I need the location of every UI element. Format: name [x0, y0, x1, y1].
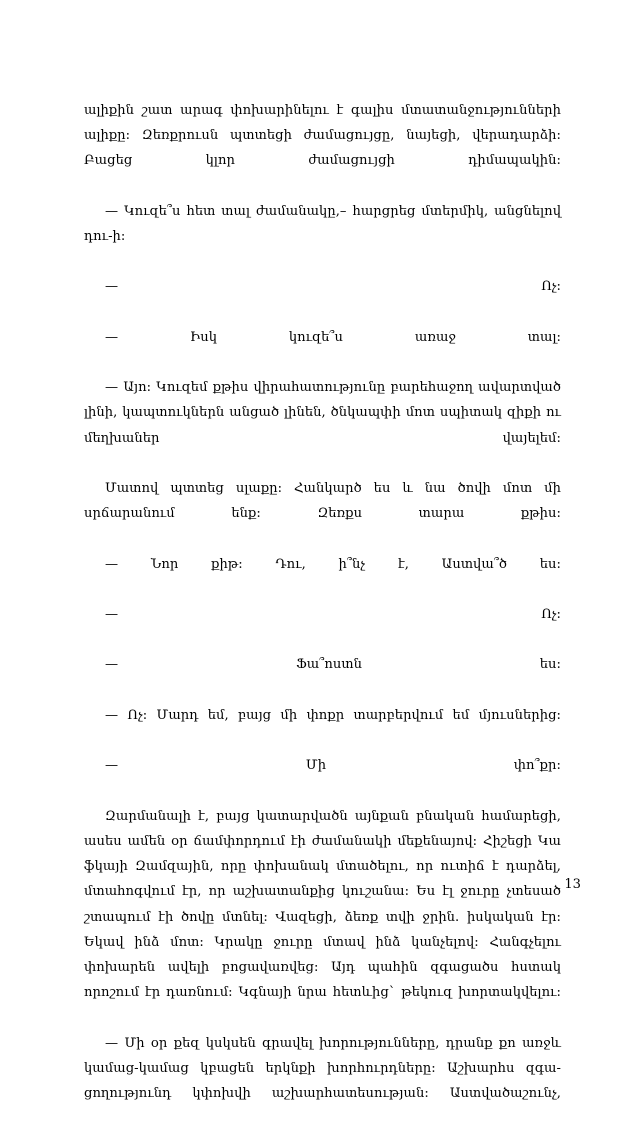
paragraph: ալիքին շատ արագ փոխարինելու է գալիս մտատանջությունների ալիքը: Զեռքրուսն պտտեցի ժամացույցը, նայեցի, վերադարձի: Բացեց կլոր ժամացույցի դիմապակին: — [84, 103, 561, 169]
paragraph-dialogue: — Այո: Կուզեմ քթիս վիրահատությունը բարեհաջող ավարտված լինի, կապտուկներն անցած լինեն, ծնկապփի մոտ սպիտակ զիքի ու մեղխաներ վայելեմ: — [84, 380, 561, 446]
paragraph-dialogue: — Ոչ: — [105, 279, 561, 295]
paragraph-dialogue: — Իսկ կուզե՞ս առաջ տալ: — [105, 329, 561, 345]
paragraph-dialogue: — Ոչ: Մարդ եմ, բայց մի փոքր տարբերվում եմ մյուսներից: — [105, 707, 561, 723]
paragraph-dialogue: — Ոչ: — [105, 607, 561, 623]
page-text-block — [84, 98, 561, 1131]
paragraph-dialogue: — Մի օր քեզ կսկսեն գրավել խորությունները, դրանք քո առջև կամաց-կամաց կբացեն երկնքի խորհուրդները: Աշխարհս զգա-ցողությունդ կփոխվի աշխարհատեսության: Աստվածաշունչ, — [84, 1035, 561, 1101]
paragraph-dialogue: — Նոր քիթ: Դու, ի՞նչ է, Աստվա՞ծ ես: — [105, 556, 561, 572]
paragraph-dialogue: — Մի փո՞քր: — [105, 758, 561, 774]
paragraph-dialogue: — Կուզե՞ս հետ տալ ժամանակը,– հարցրեց մտերմիկ, անցնելով դու-ի: — [84, 203, 561, 245]
paragraph: Մատով պտտեց սլաքը: Հանկարծ ես և նա ծովի մոտ մի սրճարանում ենք: Զեռքս տարա քթիս: — [84, 481, 561, 522]
paragraph: Զարմանալի է, բայց կատարվածն այնքան բնական համարեցի, ասես ամեն օր ճամփորդում էի ժամանակի մեքենայով: Հիշեցի Կա ֆկայի Զամզային, որը փոխանակ մտածելու, որ ուտիճ է դարձել, մտահոգվում էր, որ աշխատանքից կուշանա: Ես էլ ջուրը չտեսած շտապում էի ծովը մտնել: Վազեցի, ձեռք տվի ջրին. իսկական էր: Եկավ ինձ մոտ: Կրակը ջուրը մտավ ինձ կանչելով: Հանգչելու փոխարեն ավելի բոցավառվեց: Այդ պահին զգացածս հստակ որոշում էր դառնում: Կգնայի նրա հետևից` թեկուզ խորտակվելու: — [84, 808, 561, 1001]
page-number: 13 — [564, 877, 581, 892]
paragraph-dialogue: — Ֆա՞ոստն ես: — [105, 657, 561, 673]
